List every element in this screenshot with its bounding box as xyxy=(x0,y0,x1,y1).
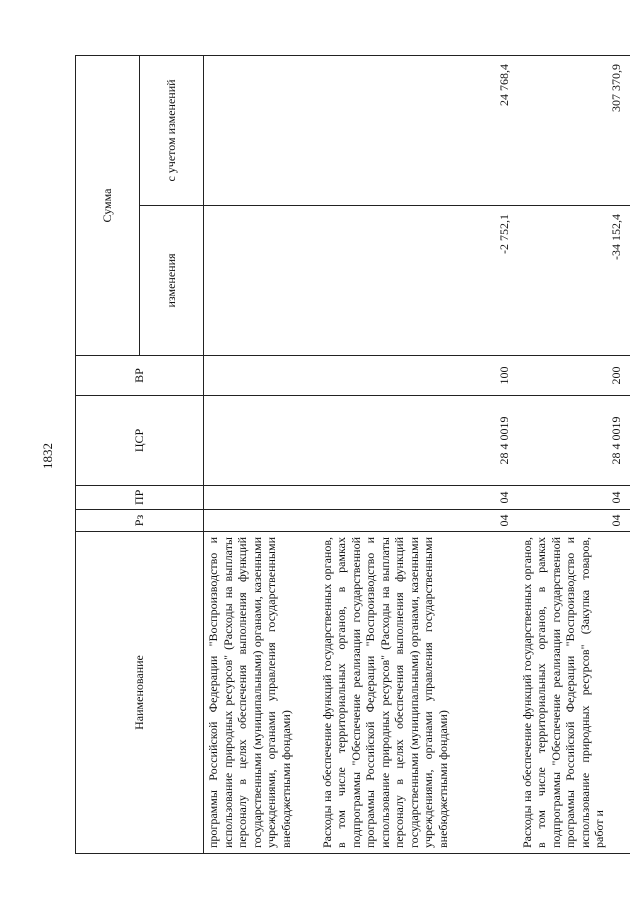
row-with-changes xyxy=(204,55,318,205)
header-change: изменения xyxy=(140,206,204,356)
row-with-changes: 307 370,9 xyxy=(518,55,630,205)
row-pr: 04 xyxy=(318,486,518,510)
row-csr: 28 4 0019 xyxy=(518,396,630,486)
row-rz: 04 xyxy=(318,510,518,532)
row-csr: 28 4 0019 xyxy=(318,396,518,486)
header-vr: ВР xyxy=(76,356,204,396)
row-with-changes: 24 768,4 xyxy=(318,55,518,205)
header-pr: ПР xyxy=(76,486,204,510)
header-name: Наименование xyxy=(76,532,204,854)
header-with-changes: с учетом изменений xyxy=(140,55,204,205)
row-name: программы Российской Федерации "Воспроизводство и использование природных ресурсов" (Расходы на выплаты персоналу в целях обеспечения выполнения функций государственными (муниципальными) органами, казенными учреждениями, органами управления государственными внебюджетными фондами) xyxy=(204,532,318,854)
row-rz xyxy=(204,510,318,532)
table-row xyxy=(518,55,630,853)
row-pr xyxy=(204,486,318,510)
row-change xyxy=(204,206,318,356)
row-vr: 200 xyxy=(518,356,630,396)
header-rz: Рз xyxy=(76,510,204,532)
budget-table xyxy=(75,55,630,854)
row-csr xyxy=(204,396,318,486)
header-sum: Сумма xyxy=(76,55,140,355)
row-vr: 100 xyxy=(318,356,518,396)
table-row xyxy=(204,55,318,853)
row-rz: 04 xyxy=(518,510,630,532)
row-pr: 04 xyxy=(518,486,630,510)
page-number: 1832 xyxy=(40,443,55,469)
budget-table-rotated xyxy=(75,56,623,854)
header-csr: ЦСР xyxy=(76,396,204,486)
row-name: Расходы на обеспечение функций государственных органов, в том числе территориальных органов, в рамках подпрограммы "Обеспечение реализации государственной программы Российской Федерации "Воспроизводство и использование природных ресурсов" (Расходы на выплаты персоналу в целях обеспечения выполнения функций государственными (муниципальными) органами, казенными учреждениями, органами управления государственными внебюджетными фондами) xyxy=(318,532,518,854)
row-vr xyxy=(204,356,318,396)
row-change: -2 752,1 xyxy=(318,206,518,356)
table-row xyxy=(318,55,518,853)
row-name: Расходы на обеспечение функций государственных органов, в том числе территориальных органов, в рамках подпрограммы "Обеспечение реализации государственной программы Российской Федерации "Воспроизводство и использование природных ресурсов" (Закупка товаров, работ и xyxy=(518,532,630,854)
row-change: -34 152,4 xyxy=(518,206,630,356)
